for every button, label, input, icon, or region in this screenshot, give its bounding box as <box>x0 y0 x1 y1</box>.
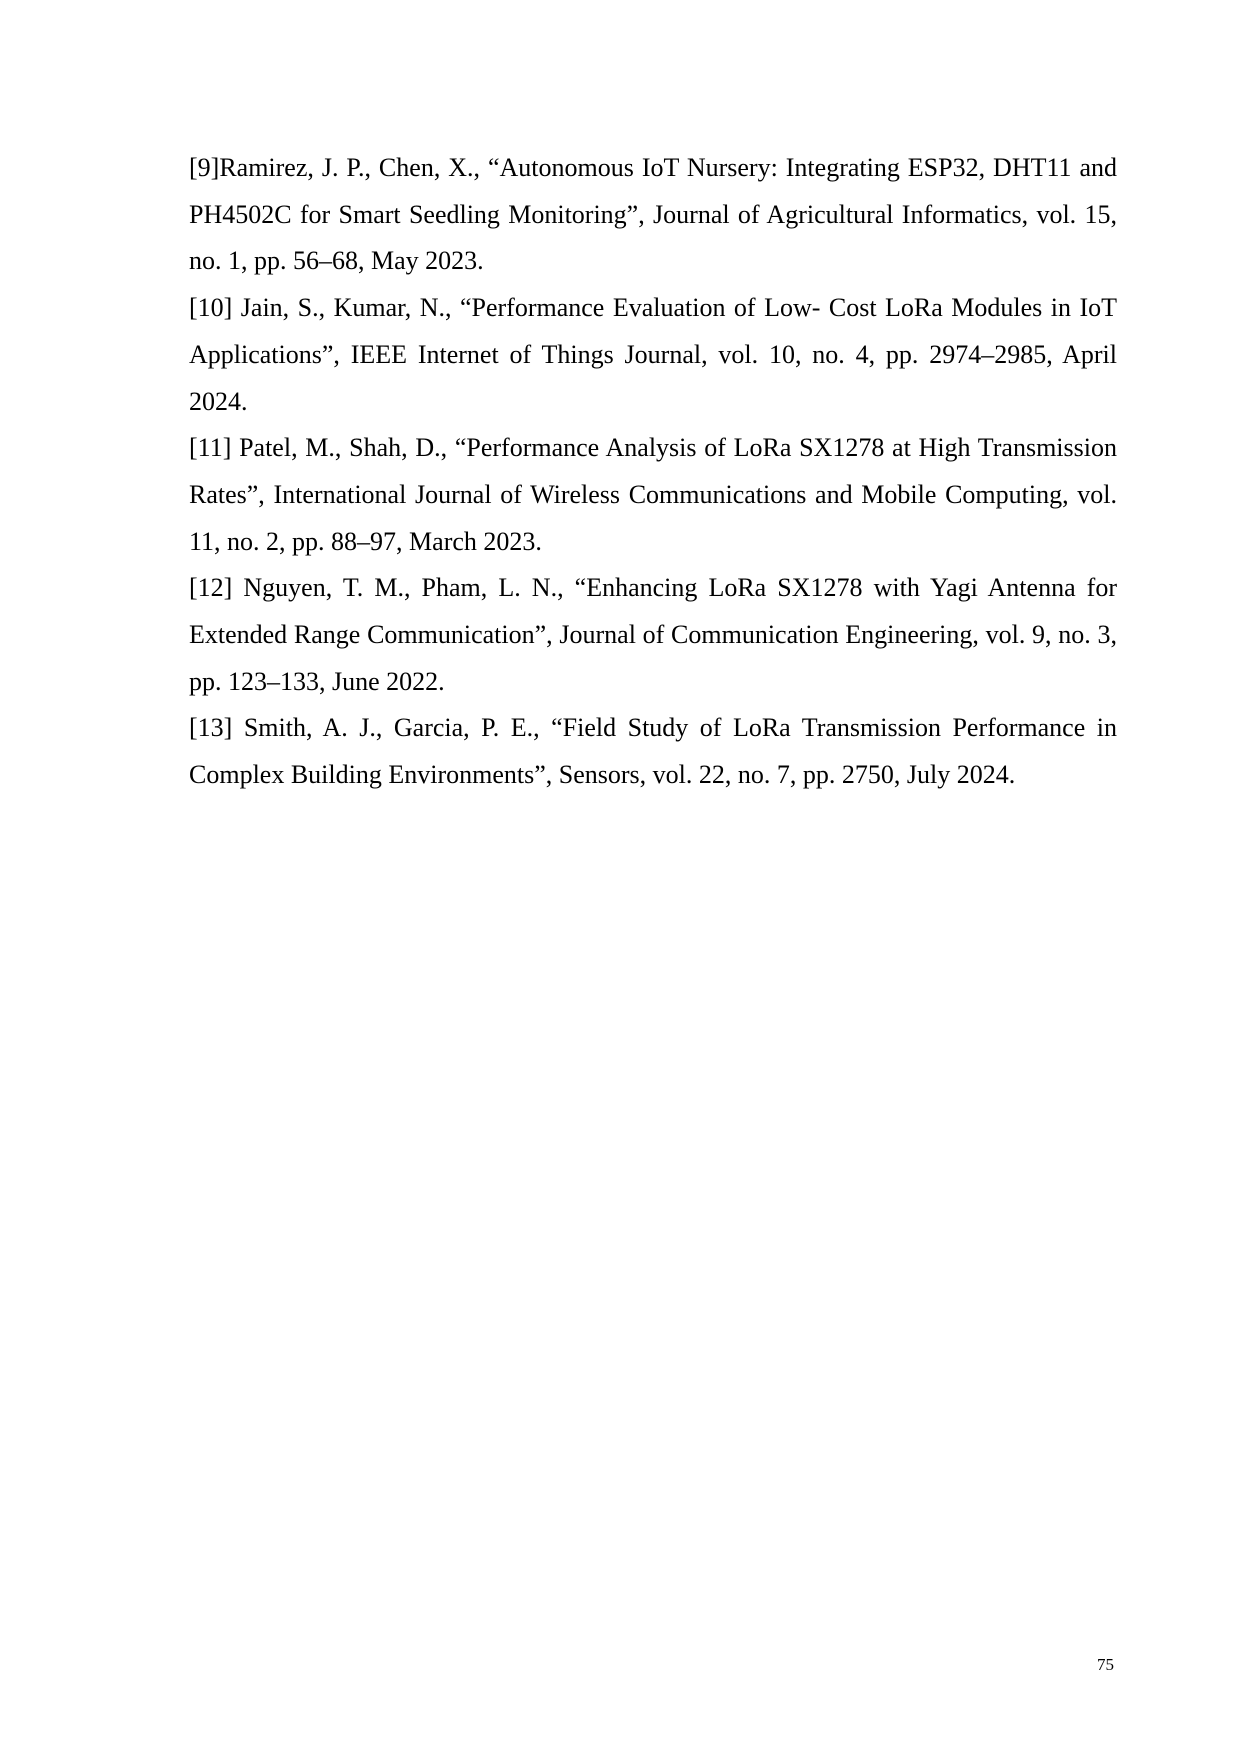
reference-list <box>189 145 1117 799</box>
page-number: 75 <box>1097 1655 1114 1674</box>
reference-item: [9]Ramirez, J. P., Chen, X., “Autonomous IoT Nursery: Integrating ESP32, DHT11 and PH4502C for Smart Seedling Monitoring”, Journal of Agricultural Informatics, vol. 15, no. 1, pp. 56–68, May 2023. <box>189 153 1117 276</box>
reference-item: [13] Smith, A. J., Garcia, P. E., “Field Study of LoRa Transmission Performance in Complex Building Environments”, Sensors, vol. 22, no. 7, pp. 2750, July 2024. <box>189 713 1117 790</box>
reference-item: [11] Patel, M., Shah, D., “Performance Analysis of LoRa SX1278 at High Transmission Rates”, International Journal of Wireless Communications and Mobile Computing, vol. 11, no. 2, pp. 88–97, March 2023. <box>189 433 1117 556</box>
reference-item: [10] Jain, S., Kumar, N., “Performance Evaluation of Low- Cost LoRa Modules in IoT Applications”, IEEE Internet of Things Journal, vol. 10, no. 4, pp. 2974–2985, April 2024. <box>189 293 1117 416</box>
reference-item: [12] Nguyen, T. M., Pham, L. N., “Enhancing LoRa SX1278 with Yagi Antenna for Extended Range Communication”, Journal of Communication Engineering, vol. 9, no. 3, pp. 123–133, June 2022. <box>189 573 1117 696</box>
